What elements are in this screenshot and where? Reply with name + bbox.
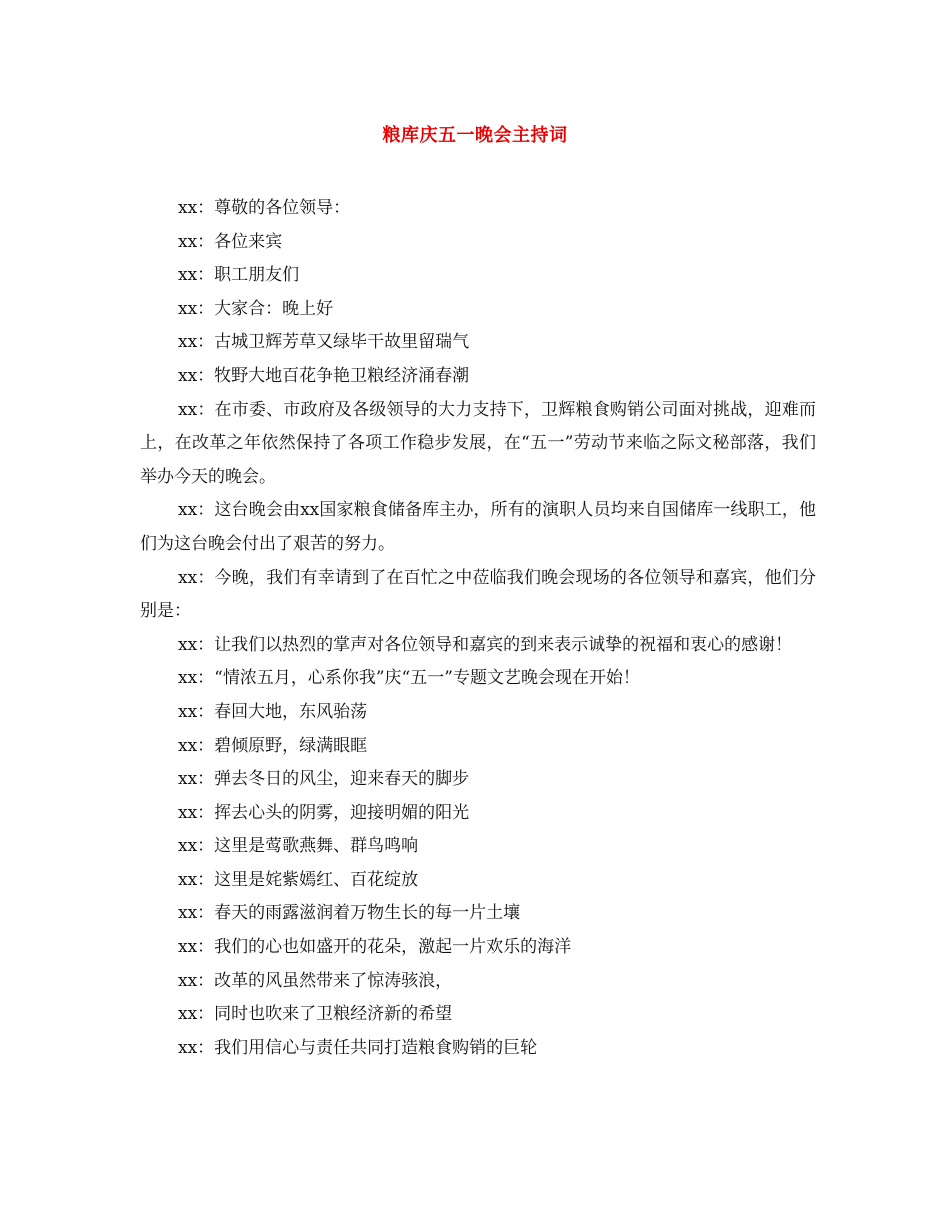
paragraph: xx：大家合：晚上好 bbox=[178, 298, 334, 319]
paragraph: xx：挥去心头的阴雾，迎接明媚的阳光 bbox=[178, 802, 470, 823]
paragraph: xx：碧倾原野，绿满眼眶 bbox=[178, 735, 368, 756]
document-title: 粮库庆五一晚会主持词 bbox=[382, 125, 568, 146]
paragraph: xx：牧野大地百花争艳卫粮经济涌春潮 bbox=[178, 365, 470, 386]
paragraph: xx：这里是莺歌燕舞、群鸟鸣响 bbox=[178, 836, 419, 857]
paragraph: xx：“情浓五月，心系你我”庆“五一”专题文艺晚会现在开始！ bbox=[178, 668, 640, 689]
paragraph: xx：这里是姹紫嫣红、百花绽放 bbox=[178, 869, 419, 890]
paragraph: xx：我们用信心与责任共同打造粮食购销的巨轮 bbox=[178, 1037, 538, 1058]
paragraph: xx：各位来宾 bbox=[178, 231, 283, 252]
paragraph: xx：春天的雨露滋润着万物生长的每一片土壤 bbox=[178, 903, 521, 924]
paragraph: xx：我们的心也如盛开的花朵，激起一片欢乐的海洋 bbox=[178, 937, 572, 958]
paragraph: xx：职工朋友们 bbox=[178, 265, 300, 286]
paragraph: xx：这台晚会由xx国家粮食储备库主办，所有的演职人员均来自国储库一线职工，他们为这台晚会付出了艰苦的努力。 bbox=[140, 500, 816, 554]
document-body bbox=[140, 192, 816, 1065]
paragraph: xx：尊敬的各位领导： bbox=[178, 198, 351, 218]
paragraph: xx：让我们以热烈的掌声对各位领导和嘉宾的到来表示诚挚的祝福和衷心的感谢！ bbox=[178, 634, 793, 655]
paragraph: xx：弹去冬日的风尘，迎来春天的脚步 bbox=[178, 769, 470, 790]
paragraph: xx：春回大地，东风骀荡 bbox=[178, 701, 368, 722]
paragraph: xx：改革的风虽然带来了惊涛骇浪， bbox=[178, 970, 453, 991]
paragraph: xx：今晚，我们有幸请到了在百忙之中莅临我们晚会现场的各位领导和嘉宾，他们分别是： bbox=[140, 567, 816, 622]
paragraph: xx：在市委、市政府及各级领导的大力支持下，卫辉粮食购销公司面对挑战，迎难而上，在改革之年依然保持了各项工作稳步发展，在“五一”劳动节来临之际文秘部落，我们举办今天的晚会。 bbox=[140, 399, 816, 487]
paragraph: xx：同时也吹来了卫粮经济新的希望 bbox=[178, 1004, 453, 1025]
paragraph: xx：古城卫辉芳草又绿毕干故里留瑞气 bbox=[178, 332, 470, 353]
